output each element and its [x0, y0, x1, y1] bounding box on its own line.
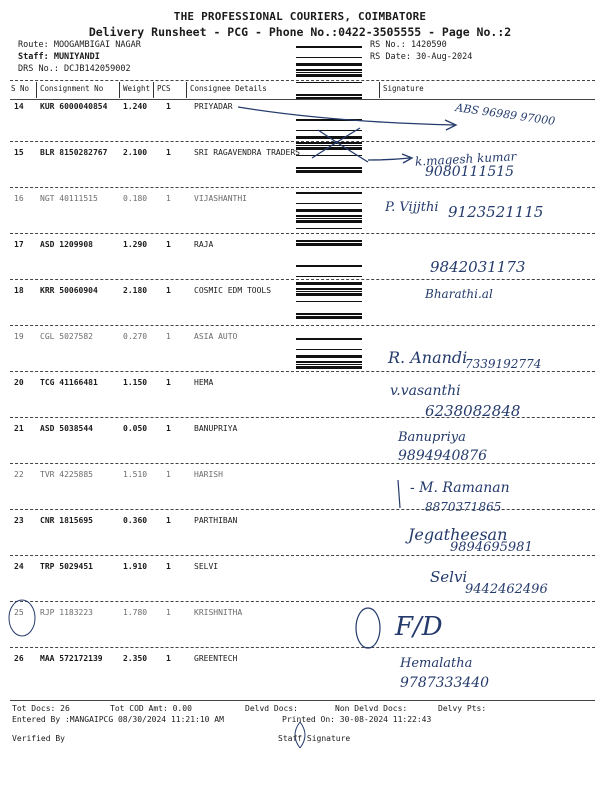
row-consignee: HEMA — [194, 378, 214, 387]
total-cod-amount: Tot COD Amt: 0.00 — [110, 704, 192, 713]
row-weight: 2.180 — [123, 286, 148, 295]
signature-row-23-mark: Jegatheesan — [408, 525, 508, 544]
row-pcs: 1 — [166, 424, 171, 433]
row-consignee: KRISHNITHA — [194, 608, 243, 617]
signature-row-16-phone: 9123521115 — [448, 203, 544, 221]
row-consignment-no: CGL 5027582 — [40, 332, 93, 341]
row-consignment-no: KUR 6000040854 — [40, 102, 108, 111]
row-weight: 1.910 — [123, 562, 148, 571]
verified-by: Verified By — [12, 734, 65, 743]
row-sno: 18 — [14, 286, 24, 295]
signature-row-19-phone: 7339192774 — [465, 357, 542, 371]
pen-arrow-stroke — [368, 158, 410, 160]
route-label: Route: MOOGAMBIGAI NAGAR — [18, 40, 141, 50]
row-consignee: ASIA AUTO — [194, 332, 238, 341]
row-weight: 2.350 — [123, 654, 148, 663]
row-consignee: HARISH — [194, 470, 223, 479]
row-sno: 16 — [14, 194, 24, 203]
pen-arrow-stroke — [238, 107, 455, 125]
row-sno: 25 — [14, 608, 24, 617]
row-pcs: 1 — [166, 516, 171, 525]
row-consignee: VIJASHANTHI — [194, 194, 247, 203]
signature-row-22-name: - M. Ramanan — [410, 480, 510, 496]
signature-row-19-mark: R. Anandi — [388, 348, 468, 367]
signature-row-24-phone: 9442462496 — [465, 582, 548, 597]
rs-date: RS Date: 30-Aug-2024 — [370, 52, 473, 62]
row-pcs: 1 — [166, 332, 171, 341]
staff-signature-label: Staff Signature — [278, 734, 351, 743]
row-pcs: 1 — [166, 562, 171, 571]
signature-row-20-phone: 6238082848 — [425, 402, 521, 420]
signature-row-26-name: Hemalatha — [400, 656, 473, 671]
row-consignment-no: TVR 4225885 — [40, 470, 93, 479]
row-consignment-no: MAA 572172139 — [40, 654, 103, 663]
signature-row-25-fd: F/D — [395, 612, 443, 642]
non-delivered-docs: Non Delvd Docs: — [335, 704, 408, 713]
signature-row-15-phone: 9080111515 — [425, 164, 515, 180]
row-consignment-no: KRR 50060904 — [40, 286, 98, 295]
col-header-sno: S No — [11, 84, 30, 93]
delivery-points: Delvy Pts: — [438, 704, 487, 713]
rs-number: RS No.: 1420590 — [370, 40, 447, 50]
row-sno: 21 — [14, 424, 24, 433]
entered-by: Entered By :MANGAIPCG 08/30/2024 11:21:10 AM — [12, 715, 224, 724]
col-header-consignee: Consignee Details — [190, 84, 267, 93]
delivered-docs: Delvd Docs: — [245, 704, 298, 713]
row-consignee: BANUPRIYA — [194, 424, 238, 433]
pen-cross-stroke — [312, 128, 360, 158]
row-pcs: 1 — [166, 378, 171, 387]
row-sno: 17 — [14, 240, 24, 249]
signature-row-14: ABS 96989 97000 — [454, 101, 556, 128]
pen-stroke — [398, 480, 400, 508]
row-consignment-no: NGT 40111515 — [40, 194, 98, 203]
row-consignment-no: ASD 1209908 — [40, 240, 93, 249]
drs-label: DRS No.: DCJB142059002 — [18, 64, 131, 74]
pen-cross-stroke — [318, 130, 368, 162]
row-weight: 1.780 — [123, 608, 148, 617]
row-consignment-no: RJP 1183223 — [40, 608, 93, 617]
row-consignee: RAJA — [194, 240, 214, 249]
row-pcs: 1 — [166, 654, 171, 663]
row-consignment-no: CNR 1815695 — [40, 516, 93, 525]
row-pcs: 1 — [166, 102, 171, 111]
col-header-weight: Weight — [123, 84, 151, 93]
signature-row-24-mark: Selvi — [430, 568, 468, 586]
row-consignment-no: TCG 41166481 — [40, 378, 98, 387]
row-weight: 1.290 — [123, 240, 148, 249]
signature-row-22-phone: 8870371865 — [425, 500, 502, 514]
signature-row-26-phone: 9787333440 — [400, 675, 490, 691]
signature-row-18: Bharathi.al — [425, 287, 493, 301]
signature-row-23-phone: 9894695981 — [450, 540, 533, 555]
row-sno: 26 — [14, 654, 24, 663]
total-docs: Tot Docs: 26 — [12, 704, 70, 713]
row-weight: 0.050 — [123, 424, 148, 433]
row-pcs: 1 — [166, 194, 171, 203]
pen-circle — [9, 600, 35, 636]
row-consignment-no: ASD 5038544 — [40, 424, 93, 433]
row-pcs: 1 — [166, 286, 171, 295]
row-consignment-no: TRP 5029451 — [40, 562, 93, 571]
row-weight: 1.240 — [123, 102, 148, 111]
company-title: THE PROFESSIONAL COURIERS, COIMBATORE — [173, 10, 427, 23]
row-weight: 0.270 — [123, 332, 148, 341]
row-pcs: 1 — [166, 240, 171, 249]
signature-row-17-phone: 9842031173 — [430, 258, 526, 276]
row-pcs: 1 — [166, 470, 171, 479]
row-sno: 14 — [14, 102, 24, 111]
row-consignee: SRI RAGAVENDRA TRADERS — [194, 148, 300, 157]
col-header-signature: Signature — [383, 84, 424, 93]
row-consignee: GREENTECH — [194, 654, 238, 663]
pen-circle — [356, 608, 380, 648]
runsheet-subtitle: Delivery Runsheet - PCG - Phone No.:0422-3505555 - Page No.:2 — [88, 25, 512, 39]
row-consignee: PARTHIBAN — [194, 516, 238, 525]
signature-row-20-name: v.vasanthi — [390, 383, 461, 399]
row-sno: 19 — [14, 332, 24, 341]
row-weight: 2.100 — [123, 148, 148, 157]
row-sno: 24 — [14, 562, 24, 571]
row-weight: 1.150 — [123, 378, 148, 387]
row-sno: 23 — [14, 516, 24, 525]
row-weight: 0.360 — [123, 516, 148, 525]
row-pcs: 1 — [166, 608, 171, 617]
row-sno: 22 — [14, 470, 24, 479]
staff-label: Staff: MUNIYANDI — [18, 52, 100, 62]
signature-row-21-phone: 9894940876 — [398, 448, 488, 464]
printed-on: Printed On: 30-08-2024 11:22:43 — [282, 715, 432, 724]
row-sno: 15 — [14, 148, 24, 157]
signature-row-16-name: P. Vijjthi — [385, 200, 439, 215]
row-consignment-no: BLR 8150282767 — [40, 148, 108, 157]
col-header-pcs: PCS — [157, 84, 171, 93]
row-consignee: SELVI — [194, 562, 219, 571]
row-pcs: 1 — [166, 148, 171, 157]
row-consignee: PRIYADAR — [194, 102, 233, 111]
signature-row-15-name: k.magesh kumar — [414, 149, 517, 169]
col-header-consignment: Consignment No — [40, 84, 104, 93]
row-consignee: COSMIC EDM TOOLS — [194, 286, 272, 295]
row-weight: 1.510 — [123, 470, 148, 479]
row-weight: 0.180 — [123, 194, 148, 203]
signature-row-21-name: Banupriya — [398, 430, 466, 445]
row-sno: 20 — [14, 378, 24, 387]
